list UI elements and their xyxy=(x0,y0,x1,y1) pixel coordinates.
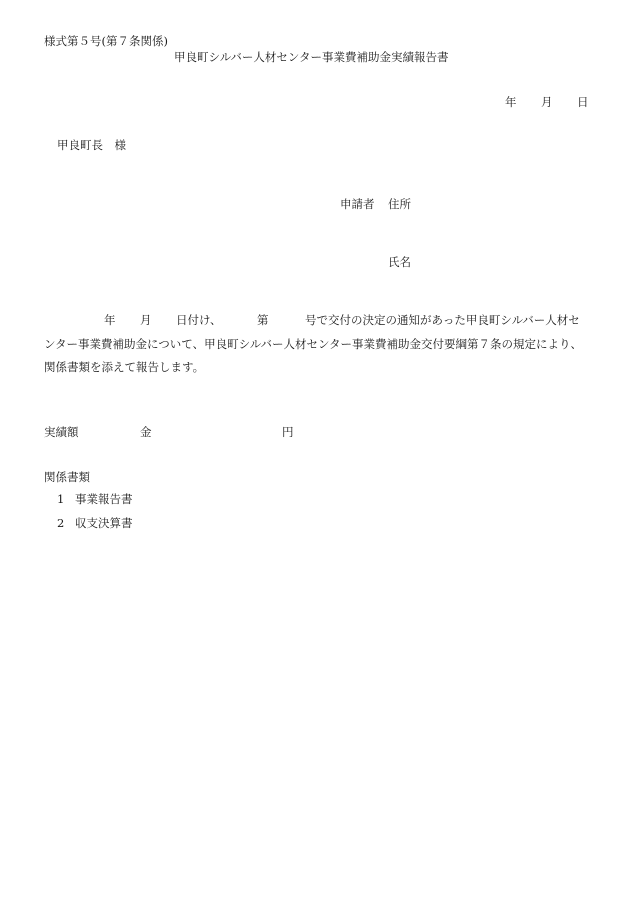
date-month-label: 月 xyxy=(541,95,553,109)
date-year-label: 年 xyxy=(505,95,517,109)
body-year-label: 年 xyxy=(104,313,116,327)
address-label: 住所 xyxy=(388,197,411,211)
body-dated-label: 日付け、 xyxy=(176,313,222,327)
amount-label: 実績額 xyxy=(44,425,79,439)
body-line-3: 関係書類を添えて報告します。 xyxy=(44,360,205,374)
form-number: 様式第５号(第７条関係) xyxy=(44,34,168,48)
document-title: 甲良町シルバー人材センター事業費補助金実績報告書 xyxy=(174,50,449,64)
document-item-name: 収支決算書 xyxy=(75,516,133,530)
document-item-name: 事業報告書 xyxy=(75,492,133,506)
amount-kin-label: 金 xyxy=(140,425,152,439)
documents-heading: 関係書類 xyxy=(44,470,90,484)
date-day-label: 日 xyxy=(577,95,589,109)
document-item-number: 2 xyxy=(57,516,65,530)
body-line1-rest: 号で交付の決定の通知があった甲良町シルバー人材セ xyxy=(305,313,580,327)
document-item-number: 1 xyxy=(57,492,65,506)
name-label: 氏名 xyxy=(388,255,411,269)
applicant-label: 申請者 xyxy=(340,197,375,211)
body-month-label: 月 xyxy=(140,313,152,327)
body-dai-label: 第 xyxy=(257,313,269,327)
body-line-2: ンター事業費補助金について、甲良町シルバー人材センター事業費補助金交付要綱第７条の規定により、 xyxy=(44,337,583,351)
addressee: 甲良町長 様 xyxy=(57,138,126,152)
amount-yen-label: 円 xyxy=(282,425,294,439)
